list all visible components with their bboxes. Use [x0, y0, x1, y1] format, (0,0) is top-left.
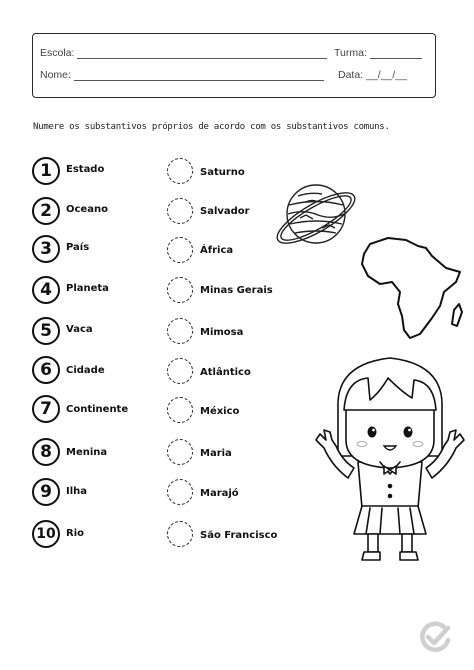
- proper-noun: Maria: [200, 448, 232, 459]
- date-row: [338, 69, 407, 81]
- common-noun: Vaca: [66, 324, 93, 335]
- instruction-text: Numere os substantivos próprios de acordo com os substantivos comuns.: [33, 122, 390, 132]
- answer-circle[interactable]: [167, 439, 193, 465]
- number-circle: 6: [32, 356, 60, 384]
- answer-circle[interactable]: [167, 397, 193, 423]
- number-circle: 5: [32, 317, 60, 345]
- proper-noun: São Francisco: [200, 530, 278, 541]
- number-circle: 10: [32, 520, 60, 548]
- girl-illustration: [310, 348, 470, 566]
- common-noun: Planeta: [66, 283, 109, 294]
- proper-noun: Marajó: [200, 488, 239, 499]
- checkmark-logo-icon: [418, 620, 452, 654]
- number-circle: 7: [32, 395, 60, 423]
- class-label: Turma:: [334, 47, 367, 59]
- answer-circle[interactable]: [167, 277, 193, 303]
- name-label: Nome:: [40, 69, 71, 81]
- proper-noun: Minas Gerais: [200, 285, 273, 296]
- header-box: [32, 33, 436, 98]
- answer-circle[interactable]: [167, 358, 193, 384]
- name-row: [40, 69, 324, 81]
- school-field[interactable]: [77, 48, 327, 59]
- proper-noun: Saturno: [200, 167, 245, 178]
- answer-circle[interactable]: [167, 479, 193, 505]
- proper-noun: Mimosa: [200, 327, 244, 338]
- number-circle: 9: [32, 478, 60, 506]
- school-label: Escola:: [40, 47, 75, 59]
- answer-circle[interactable]: [167, 198, 193, 224]
- number-circle: 8: [32, 438, 60, 466]
- africa-map-illustration: [358, 234, 470, 346]
- answer-circle[interactable]: [167, 318, 193, 344]
- number-circle: 1: [32, 157, 60, 185]
- number-circle: 4: [32, 276, 60, 304]
- common-noun: Ilha: [66, 486, 88, 497]
- class-row: [334, 47, 422, 59]
- answer-circle[interactable]: [167, 237, 193, 263]
- proper-noun: Salvador: [200, 206, 250, 217]
- common-noun: Oceano: [66, 204, 108, 215]
- proper-noun: Atlântico: [200, 367, 251, 378]
- name-field[interactable]: [74, 70, 324, 81]
- date-label: Data:: [338, 69, 364, 81]
- common-noun: Menina: [66, 447, 108, 458]
- proper-noun: África: [200, 245, 234, 256]
- common-noun: País: [66, 242, 90, 253]
- answer-circle[interactable]: [167, 158, 193, 184]
- school-row: [40, 47, 327, 59]
- proper-noun: México: [200, 406, 240, 417]
- common-noun: Continente: [66, 404, 129, 415]
- common-noun: Cidade: [66, 365, 105, 376]
- number-circle: 2: [32, 197, 60, 225]
- saturn-illustration: [270, 172, 360, 262]
- class-field[interactable]: [370, 48, 422, 59]
- number-circle: 3: [32, 235, 60, 263]
- common-noun: Rio: [66, 528, 84, 539]
- common-noun: Estado: [66, 164, 105, 175]
- answer-circle[interactable]: [167, 521, 193, 547]
- date-field[interactable]: __/__/__: [366, 69, 407, 81]
